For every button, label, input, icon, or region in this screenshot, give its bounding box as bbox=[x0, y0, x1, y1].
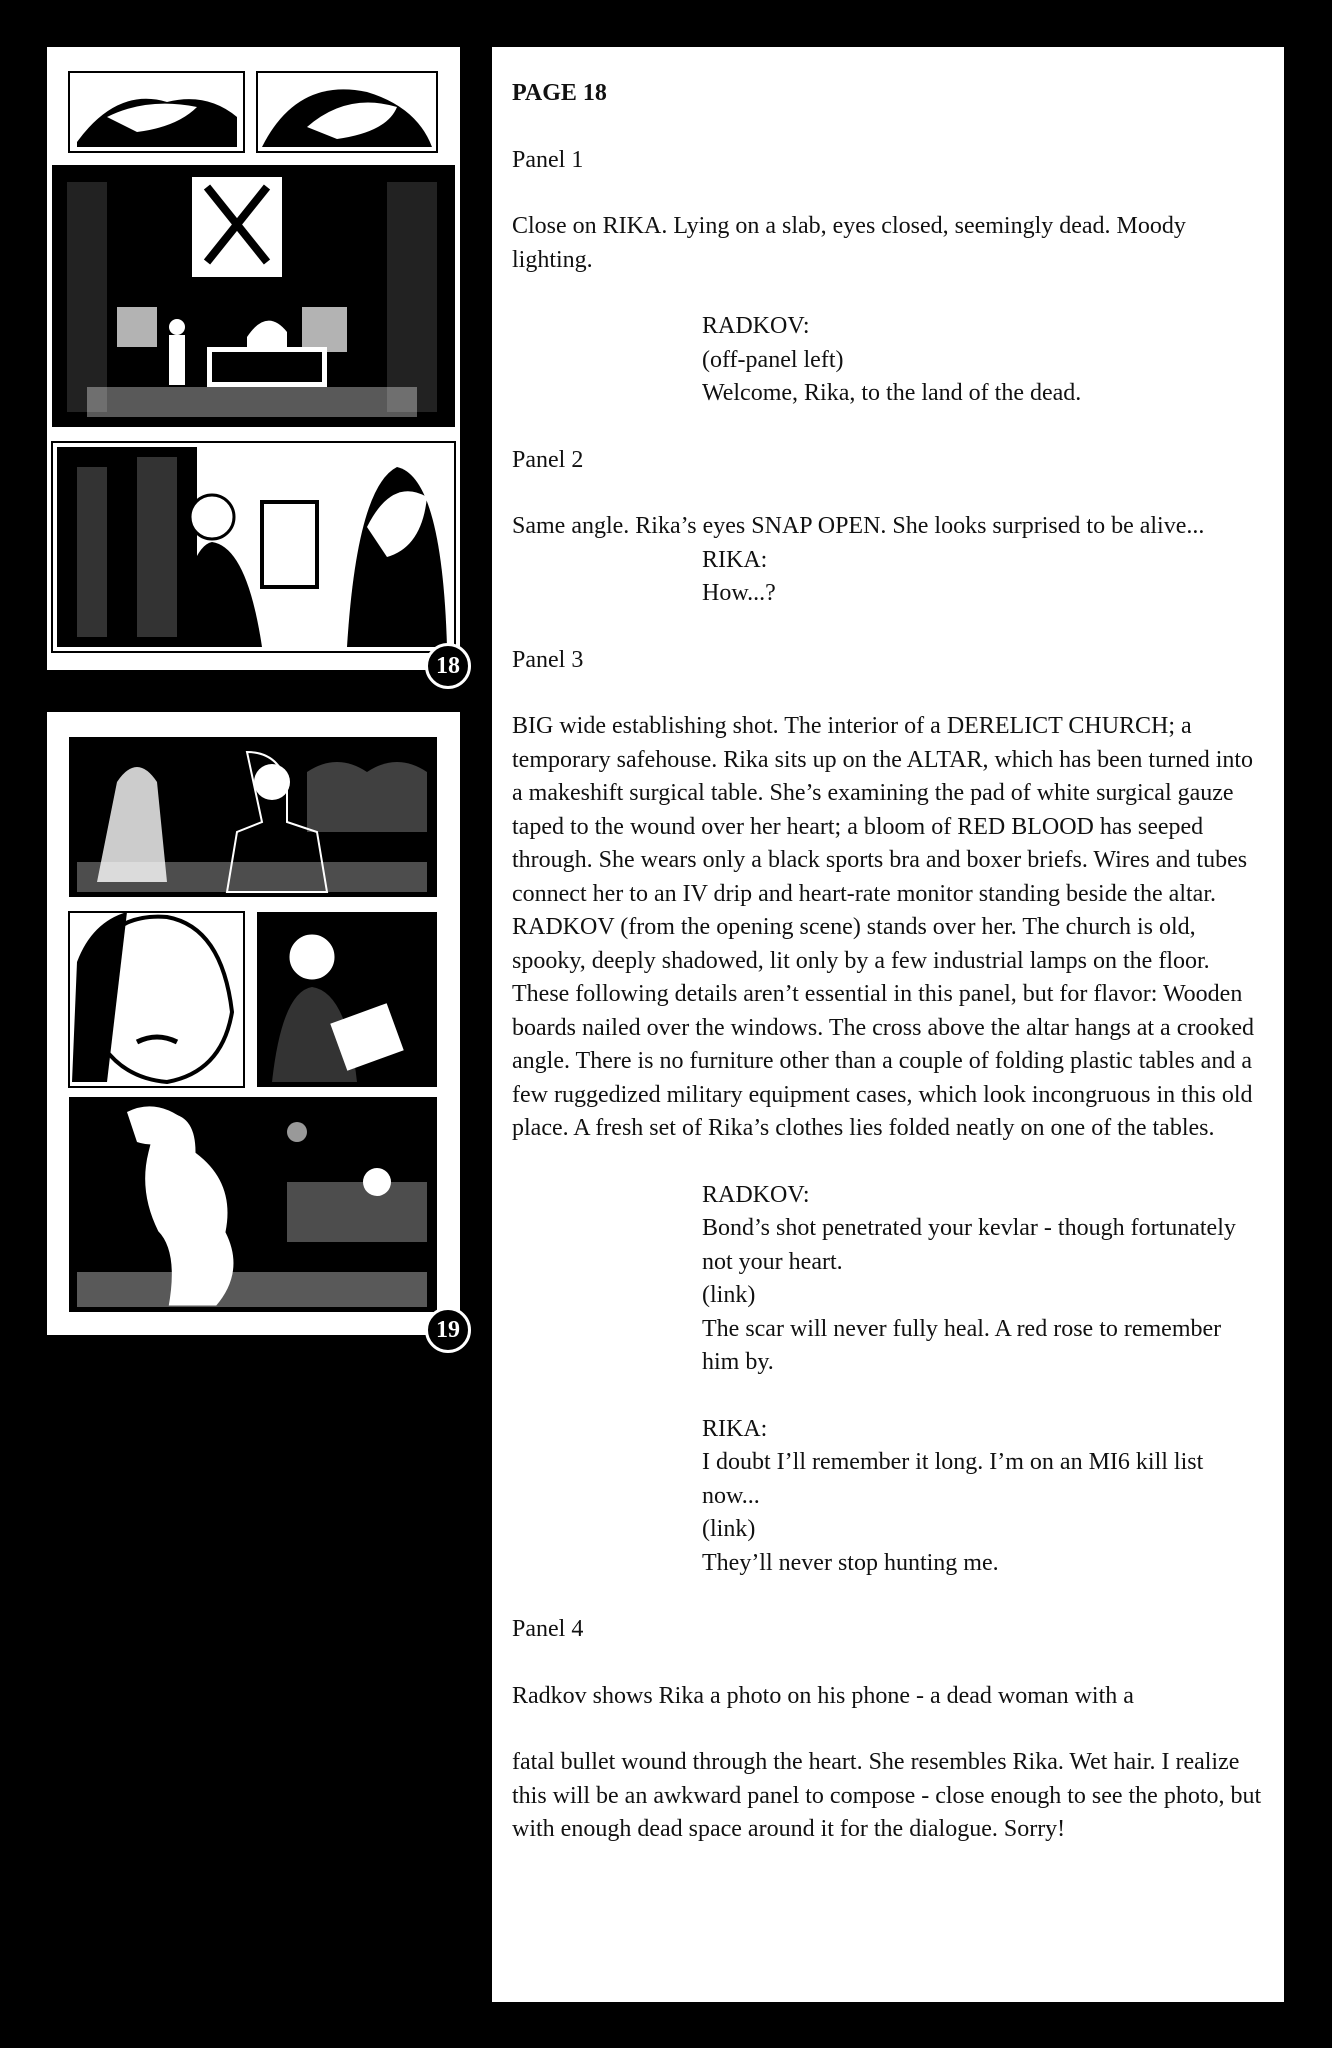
comic-page-art-18 bbox=[47, 47, 460, 670]
dialogue-line: (link) bbox=[702, 1516, 756, 1542]
dialogue-line: (link) bbox=[702, 1282, 756, 1308]
dialogue-speaker: RIKA: bbox=[702, 1415, 768, 1442]
page-number-badge-19: 19 bbox=[425, 1307, 471, 1353]
dialogue-block bbox=[702, 1413, 1264, 1581]
panel-heading: Panel 4 bbox=[512, 1616, 584, 1642]
dialogue-line: They’ll never stop hunting me. bbox=[702, 1549, 999, 1576]
panel-description: Radkov shows Rika a photo on his phone - a dead woman with a bbox=[512, 1682, 1134, 1709]
dialogue-block bbox=[702, 544, 1264, 611]
dialogue-line: Welcome, Rika, to the land of the dead. bbox=[702, 380, 1082, 406]
comic-page-thumbnail-19 bbox=[47, 712, 460, 1335]
dialogue-speaker: RADKOV: bbox=[702, 1181, 810, 1208]
dialogue-line: How...? bbox=[702, 580, 776, 606]
panel-heading: Panel 2 bbox=[512, 446, 584, 473]
panel-heading: Panel 3 bbox=[512, 646, 584, 673]
dialogue-line: The scar will never fully heal. A red rose to remember him by. bbox=[702, 1315, 1222, 1375]
script-page bbox=[492, 47, 1284, 2002]
panel-description: BIG wide establishing shot. The interior of a DERELICT CHURCH; a temporary safehouse. Rika sits up on the ALTAR, which has been turned into a makeshift surgical table. She’s examining the pad of white surgical gauze taped to the wound over her heart; a bloom of RED BLOOD has seeped through. She wears only a black sports bra and boxer briefs. Wires and tubes connect her to an IV drip and heart-rate monitor standing beside the altar. RADKOV (from the opening scene) stands over her. The church is old, spooky, deeply shadowed, lit only by a few industrial lamps on the floor. These following details aren’t essential in this panel, but for flavor: Wooden boards nailed over the windows. The cross above the altar hangs at a crooked angle. There is no furniture other than a couple of folding plastic tables and a few ruggedized military equipment cases, which look incongruous in this old place. A fresh set of Rika’s clothes lies folded neatly on one of the tables. bbox=[512, 713, 1254, 1141]
page-number-badge-18: 18 bbox=[425, 643, 471, 689]
comic-page-art-19 bbox=[47, 712, 460, 1335]
dialogue-speaker: RADKOV: bbox=[702, 313, 810, 339]
dialogue-line: I doubt I’ll remember it long. I’m on an MI6 kill list now... bbox=[702, 1449, 1204, 1509]
dialogue-line: Bond’s shot penetrated your kevlar - though fortunately not your heart. bbox=[702, 1215, 1236, 1275]
panel-heading: Panel 1 bbox=[512, 146, 584, 173]
panel-description-continued: fatal bullet wound through the heart. She resembles Rika. Wet hair. I realize this will be an awkward panel to compose - close enough to see the photo, but with enough dead space around it for the dialogue. Sorry! bbox=[512, 1749, 1262, 1842]
dialogue-speaker: RIKA: bbox=[702, 546, 768, 573]
dialogue-block bbox=[702, 1179, 1264, 1380]
page-title: PAGE 18 bbox=[512, 80, 607, 106]
dialogue-line: (off-panel left) bbox=[702, 346, 844, 373]
comic-page-thumbnail-18 bbox=[47, 47, 460, 670]
dialogue-block bbox=[702, 310, 1264, 411]
panel-description: Close on RIKA. Lying on a slab, eyes closed, seemingly dead. Moody lighting. bbox=[512, 213, 1186, 273]
panel-description: Same angle. Rika’s eyes SNAP OPEN. She looks surprised to be alive... bbox=[512, 513, 1205, 539]
